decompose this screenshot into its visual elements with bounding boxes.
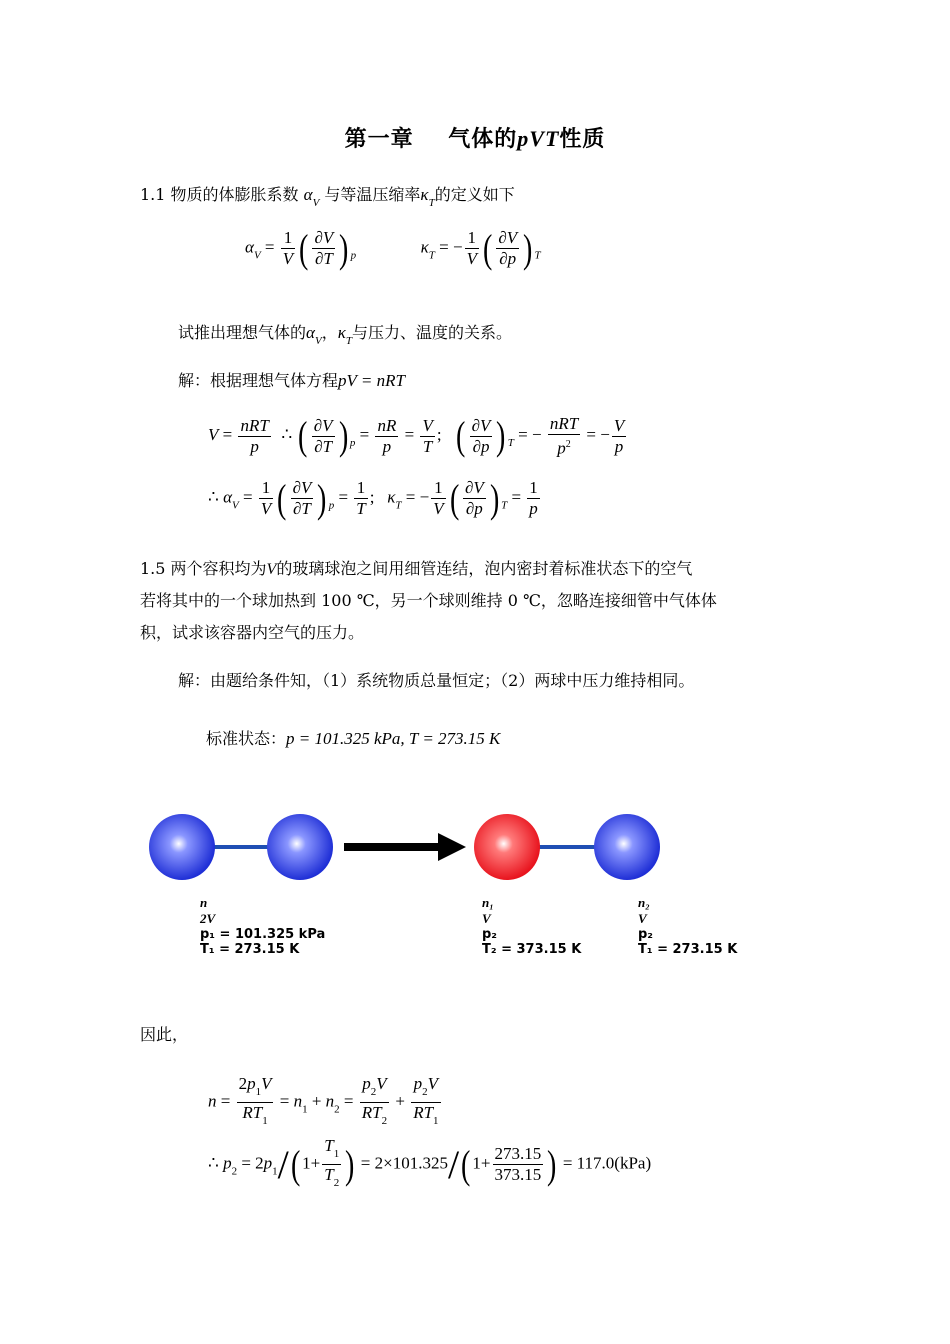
label-initial-v: 2V — [200, 911, 216, 926]
label-heated-t: T₂ = 373.15 K — [482, 942, 582, 957]
solution-label: 解：根据理想气体方程 — [178, 371, 339, 390]
problem-1-1-heading: 1.1 物质的体膨胀系数 — [140, 185, 299, 204]
conclusion-label: 因此， — [140, 1025, 189, 1044]
result-unit: (kPa) — [614, 1153, 652, 1173]
definition-formula: $\alpha_V$ = $\frac{1}{V}$ ( $\frac{\partial V}{\partial T}$ ) $_p$ $\kappa_T$ = − $\frac{1}{V}$ ( $\frac{\partial V}{\partial p}$ ) $_T$ — [245, 225, 541, 271]
result-denominator: 373.15 — [494, 1165, 542, 1184]
label-cold-t: T₁ = 273.15 K — [638, 942, 738, 957]
label-heated-v: V — [482, 911, 491, 926]
label-heated-p: p₂ — [482, 927, 497, 942]
label-cold-v: V — [638, 911, 647, 926]
ideal-gas-equation: pV = nRT — [338, 371, 405, 390]
problem-1-1-mid: 与等温压缩率 — [324, 185, 421, 204]
standard-state-value: p = 101.325 kPa, T = 273.15 K — [286, 729, 501, 748]
ask-separator: ， — [321, 323, 338, 342]
problem-1-1-statement: 1.1 物质的体膨胀系数 $\alpha_V$ 与等温压缩率$\kappa_T$的定义如下 — [140, 185, 515, 209]
problem-1-5-line-2: 若将其中的一个球加热到 100 ℃，另一个球则维持 0 ℃，忽略连接细管中气体体 — [140, 591, 717, 610]
problem-1-5-heading-rest: 的玻璃球泡之间用细管连结，泡内密封着标准状态下的空气 — [276, 559, 693, 578]
bulb-heated — [474, 814, 540, 880]
volume-variable: V — [266, 561, 277, 578]
bulb-left-2 — [267, 814, 333, 880]
ask-text: 试推出理想气体的 — [178, 323, 307, 342]
result-answer: 117.0 — [576, 1153, 615, 1173]
derivation-row-2: ∴ $\alpha_V$ = $\frac{1}{V}$ ( $\frac{\partial V}{\partial T}$ ) $_p$ = $\frac{1}{T}$ ; $\kappa_T$ = − $\frac{1}{V}$ ( $\frac{\partial V}{\partial p}$ ) $_T$ = $\frac{1}{p}$ — [208, 475, 538, 521]
chapter-title-var: pVT — [517, 126, 560, 151]
chapter-title — [0, 122, 950, 153]
arrow-icon — [344, 833, 466, 861]
label-heated-n: n₁ — [482, 895, 494, 910]
label-initial-n: n — [200, 895, 208, 910]
chapter-title-pre: 气体的 — [448, 126, 518, 152]
problem-1-1-end: 的定义如下 — [434, 185, 515, 204]
problem-1-5-solution: 解：由题给条件知，（1）系统物质总量恒定；（2）两球中压力维持相同。 — [178, 671, 695, 690]
result-multiplier: 2×101.325 — [374, 1153, 448, 1173]
problem-1-1-solution — [178, 368, 405, 391]
chapter-title-post: 性质 — [559, 126, 606, 152]
ask-end-text: 与压力、温度的关系。 — [352, 323, 513, 342]
chapter-number: 第一章 — [344, 126, 414, 152]
standard-state — [206, 726, 500, 749]
label-cold-n: n₂ — [638, 895, 650, 910]
derivation-row-1: V = $\frac{\text{nRT}}{p}$ ∴ ( $\frac{\partial V}{\partial T}$ ) $_p$ = $\frac{nR}{p}$ = $\frac{V}{T}$ ; ( $\frac{\partial V}{\partial p}$ ) $_T$ = − $\frac{\text{nRT}}{p^2}$ = − $\frac{V}{p}$ — [208, 413, 625, 459]
label-initial-p: p₁ = 101.325 kPa — [200, 927, 326, 942]
problem-1-5-heading: 1.5 两个容积均为 — [140, 559, 267, 578]
label-cold — [638, 895, 737, 957]
label-initial-t: T₁ = 273.15 K — [200, 942, 300, 957]
result-row-2: ∴ $p_2 = 2p_1/$( 1+ $\frac{T_1}{T_2}$ ) = 2×101.325/( 1+ $\frac{273.15}{373.15}$ ) = 117.0(kPa) — [208, 1136, 651, 1193]
bulb-left-1 — [149, 814, 215, 880]
result-row-1: n = $\frac{2p_1V}{RT_1}$ = $n_1 + n_2$ = $\frac{p_2V}{RT_2}$ + $\frac{p_2V}{RT_1}$ — [208, 1074, 443, 1131]
problem-1-5-line-1 — [140, 556, 692, 579]
bulb-cold — [594, 814, 660, 880]
problem-1-1-ask: 试推出理想气体的$\alpha_V$，$\kappa_T$与压力、温度的关系。 — [178, 323, 513, 347]
problem-1-5-line-3: 积，试求该容器内空气的压力。 — [140, 623, 365, 642]
label-heated — [482, 895, 581, 957]
label-cold-p: p₂ — [638, 927, 653, 942]
result-numerator: 273.15 — [494, 1144, 542, 1163]
label-initial — [200, 895, 325, 957]
standard-state-label: 标准状态： — [206, 729, 287, 748]
